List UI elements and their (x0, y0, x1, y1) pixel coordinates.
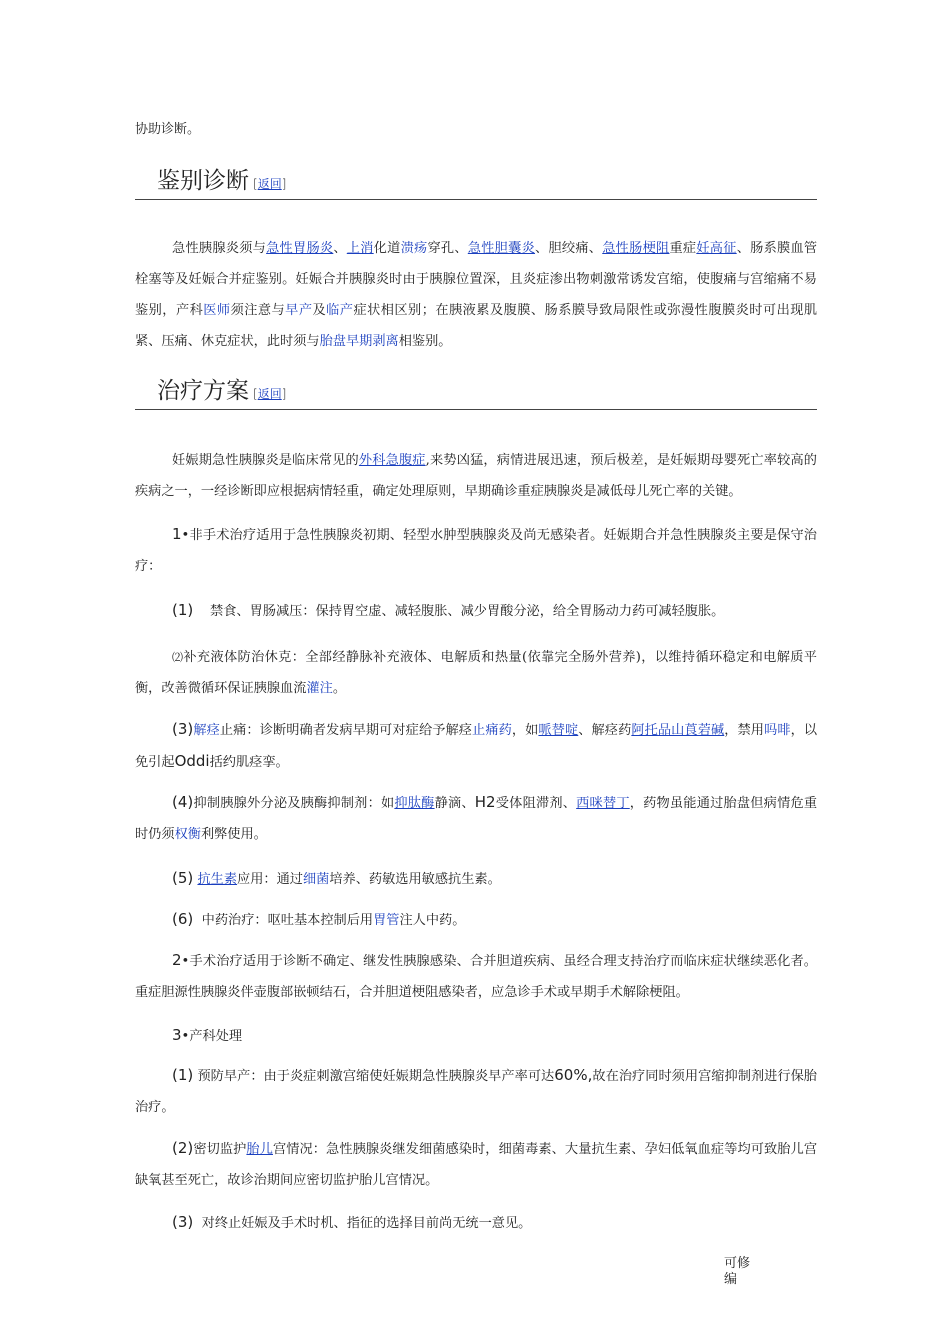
text: 括约肌痉挛。 (209, 755, 289, 770)
section-title: 鉴别诊断 (157, 168, 249, 194)
text: 、 (333, 241, 347, 256)
link-antibiotics[interactable]: 抗生素 (197, 872, 238, 887)
list-number: (1) (172, 601, 194, 619)
item-analgesia (135, 714, 817, 778)
term-labor: 临产 (326, 303, 354, 318)
text: 穿孔、 (427, 241, 468, 256)
text: 、解痉药 (578, 723, 632, 738)
text: ，禁用 (724, 723, 765, 738)
term-weigh: 权衡 (174, 827, 201, 842)
text: 补充液体防治休克：全部经静脉补充液体、电解质和热量(依靠完全肠外营养)，以维持循环稳定和电解质平衡，改善微循环保证胰腺血流 (135, 650, 817, 696)
list-number: (4) (172, 793, 194, 811)
list-number: 3 (172, 1026, 182, 1044)
text: 宫情况：急性胰腺炎继发细菌感染时，细菌毒素、大量抗生素、孕妇低氧血症等均可致胎儿宫缺氧甚至死亡，故诊治期间应密切监护胎儿宫情况。 (135, 1142, 818, 1188)
text: 注人中药。 (399, 913, 466, 928)
text: 症状相区别；在胰液累及腹膜、肠系膜导致局限性或弥漫性腹膜炎时可出现肌紧、压痛、休克症状，此时须与 (135, 303, 818, 349)
term-physician: 医师 (203, 303, 231, 318)
term-h2: H2 (474, 793, 496, 811)
link-cimetidine[interactable]: 西咪替丁 (576, 796, 630, 811)
paragraph-differential (135, 233, 817, 357)
paragraph-nonsurgical (135, 519, 817, 582)
list-number: 2 (172, 951, 182, 969)
link-acute-intestinal-obstruction[interactable]: 急性肠梗阻 (602, 241, 670, 256)
text: 急性胰腺炎须与 (172, 241, 267, 256)
link-acute-gastroenteritis[interactable]: 急性胃肠炎 (266, 241, 334, 256)
item-fluids (135, 642, 817, 704)
section-heading-differential (135, 165, 817, 200)
term-60-percent: 60%, (554, 1066, 593, 1084)
term-analgesic: 止痛药 (472, 723, 512, 738)
link-acute-cholecystitis[interactable]: 急性胆囊炎 (467, 241, 536, 256)
text: 抑制胰腺外分泌及胰酶抑制剂：如 (193, 796, 395, 811)
item-antibiotics (135, 863, 817, 895)
term-ulcer: 溃疡 (400, 241, 428, 256)
return-link[interactable]: 返回 (257, 387, 282, 401)
paragraph-surgical (135, 945, 817, 1008)
item-fasting (135, 595, 817, 627)
text: 、肠系膜血管栓塞等及妊娠合并症鉴别。妊娠合并胰腺炎时由于胰腺位置深，且炎症渗出物刺激常诱发宫缩，使腹痛与宫缩痛不易鉴别，产科 (135, 241, 818, 318)
list-number: (3) (172, 1213, 194, 1231)
text: ,来势凶猛，病情进展迅速，预后极差，是妊娠期母婴死亡率较高的疾病之一，一经诊断即应根据病情轻重，确定处理原则，早期确诊重症胰腺炎是减低母儿死亡率的关键。 (135, 453, 817, 499)
text: 受体阻滞剂、 (495, 796, 577, 811)
text: 相鉴别。 (398, 334, 452, 349)
section-heading-treatment (135, 375, 817, 410)
item-inhibitors (135, 787, 817, 850)
link-fetus[interactable]: 胎儿 (246, 1142, 273, 1157)
item-chinese-medicine (135, 904, 817, 936)
term-placental-abruption: 胎盘早期剥离 (319, 334, 399, 349)
term-gastric-tube: 胃管 (373, 913, 400, 928)
link-surgical-acute-abdomen[interactable]: 外科急腹症 (358, 453, 426, 468)
text: 培养、药敏选用敏感抗生素。 (329, 872, 501, 887)
list-number: (5) (172, 869, 194, 887)
text: 应用：通过 (237, 872, 303, 887)
text: •非手术治疗适用于急性胰腺炎初期、轻型水肿型胰腺炎及尚无感染者。妊娠期合并急性胰腺炎主要是保守治疗： (135, 528, 817, 574)
bracket: [ (253, 177, 258, 191)
footer-line: 可修 (724, 1256, 751, 1271)
footer-line: 编 (724, 1272, 738, 1287)
text: 化道 (373, 241, 401, 256)
text: 中药治疗：呕吐基本控制后用 (201, 913, 374, 928)
term-perfusion: 灌注 (306, 681, 333, 696)
text: 须注意与 (230, 303, 286, 318)
text: 预防早产：由于炎症刺激宫缩使妊娠期急性胰腺炎早产率可达 (197, 1069, 555, 1084)
text: ，如 (511, 723, 539, 738)
term-bacteria: 细菌 (302, 872, 330, 887)
footer-editable-note (724, 1256, 764, 1288)
return-link[interactable]: 返回 (257, 177, 282, 191)
text: 利弊使用。 (200, 827, 267, 842)
text: •手术治疗适用于诊断不确定、继发性胰腺感染、合并胆道疾病、虽经合理支持治疗而临床症状继续恶化者。重症胆源性胰腺炎伴壶腹部嵌顿结石，合并胆道梗阻感染者，应急诊手术或早期手术解除梗阻。 (135, 954, 817, 1000)
text: 妊娠期急性胰腺炎是临床常见的 (172, 453, 359, 468)
list-number: (1) (172, 1066, 194, 1084)
text: 及 (312, 303, 327, 318)
text: 故在治疗同时须用宫缩抑制剂进行保胎治疗。 (135, 1069, 817, 1115)
link-pih[interactable]: 妊高征 (696, 241, 737, 256)
text: ，药物虽能通过胎盘但病情危重时仍须 (135, 796, 818, 842)
link-aprotinin[interactable]: 抑肽酶 (394, 796, 435, 811)
section-title: 治疗方案 (157, 378, 249, 404)
list-number: ⑵ (172, 651, 184, 664)
link-atropine-anisodamine[interactable]: 阿托品山莨菪碱 (631, 723, 725, 738)
term-antispasmodic: 解痉 (193, 723, 220, 738)
intro-fragment: 协助诊断。 (135, 122, 201, 137)
item-fetal-monitoring (135, 1133, 817, 1196)
text: 静滴、 (434, 796, 475, 811)
text: 重症 (669, 241, 697, 256)
item-prevent-premature (135, 1060, 817, 1123)
bracket: ] (281, 177, 287, 191)
link-upper-digestive[interactable]: 上消 (346, 241, 374, 256)
item-termination (135, 1207, 817, 1239)
list-number: (6) (172, 910, 194, 928)
text: 对终止妊娠及手术时机、指征的选择目前尚无统一意见。 (201, 1216, 532, 1231)
paragraph-obstetric (135, 1020, 817, 1052)
bracket: ] (281, 387, 287, 401)
text: 禁食、胃肠减压：保持胃空虚、减轻腹胀、减少胃酸分泌，给全胃肠动力药可减轻腹胀。 (210, 604, 725, 619)
list-number: (3) (172, 720, 194, 738)
text: 、胆绞痛、 (535, 241, 603, 256)
text: •产科处理 (181, 1029, 243, 1044)
term-morphine: 吗啡 (764, 723, 791, 738)
list-number: (2) (172, 1139, 194, 1157)
text: 密切监护 (193, 1142, 247, 1157)
term-oddi: Oddi (174, 752, 210, 770)
text: ，以免引起 (135, 723, 818, 770)
link-pethidine[interactable]: 哌替啶 (538, 723, 579, 738)
paragraph-treatment-intro (135, 445, 817, 507)
text: 。 (332, 681, 346, 696)
text: 止痛：诊断明确者发病早期可对症给予解痉 (219, 723, 473, 738)
term-premature: 早产 (285, 303, 313, 318)
bracket: [ (253, 387, 258, 401)
list-number: 1 (172, 525, 182, 543)
